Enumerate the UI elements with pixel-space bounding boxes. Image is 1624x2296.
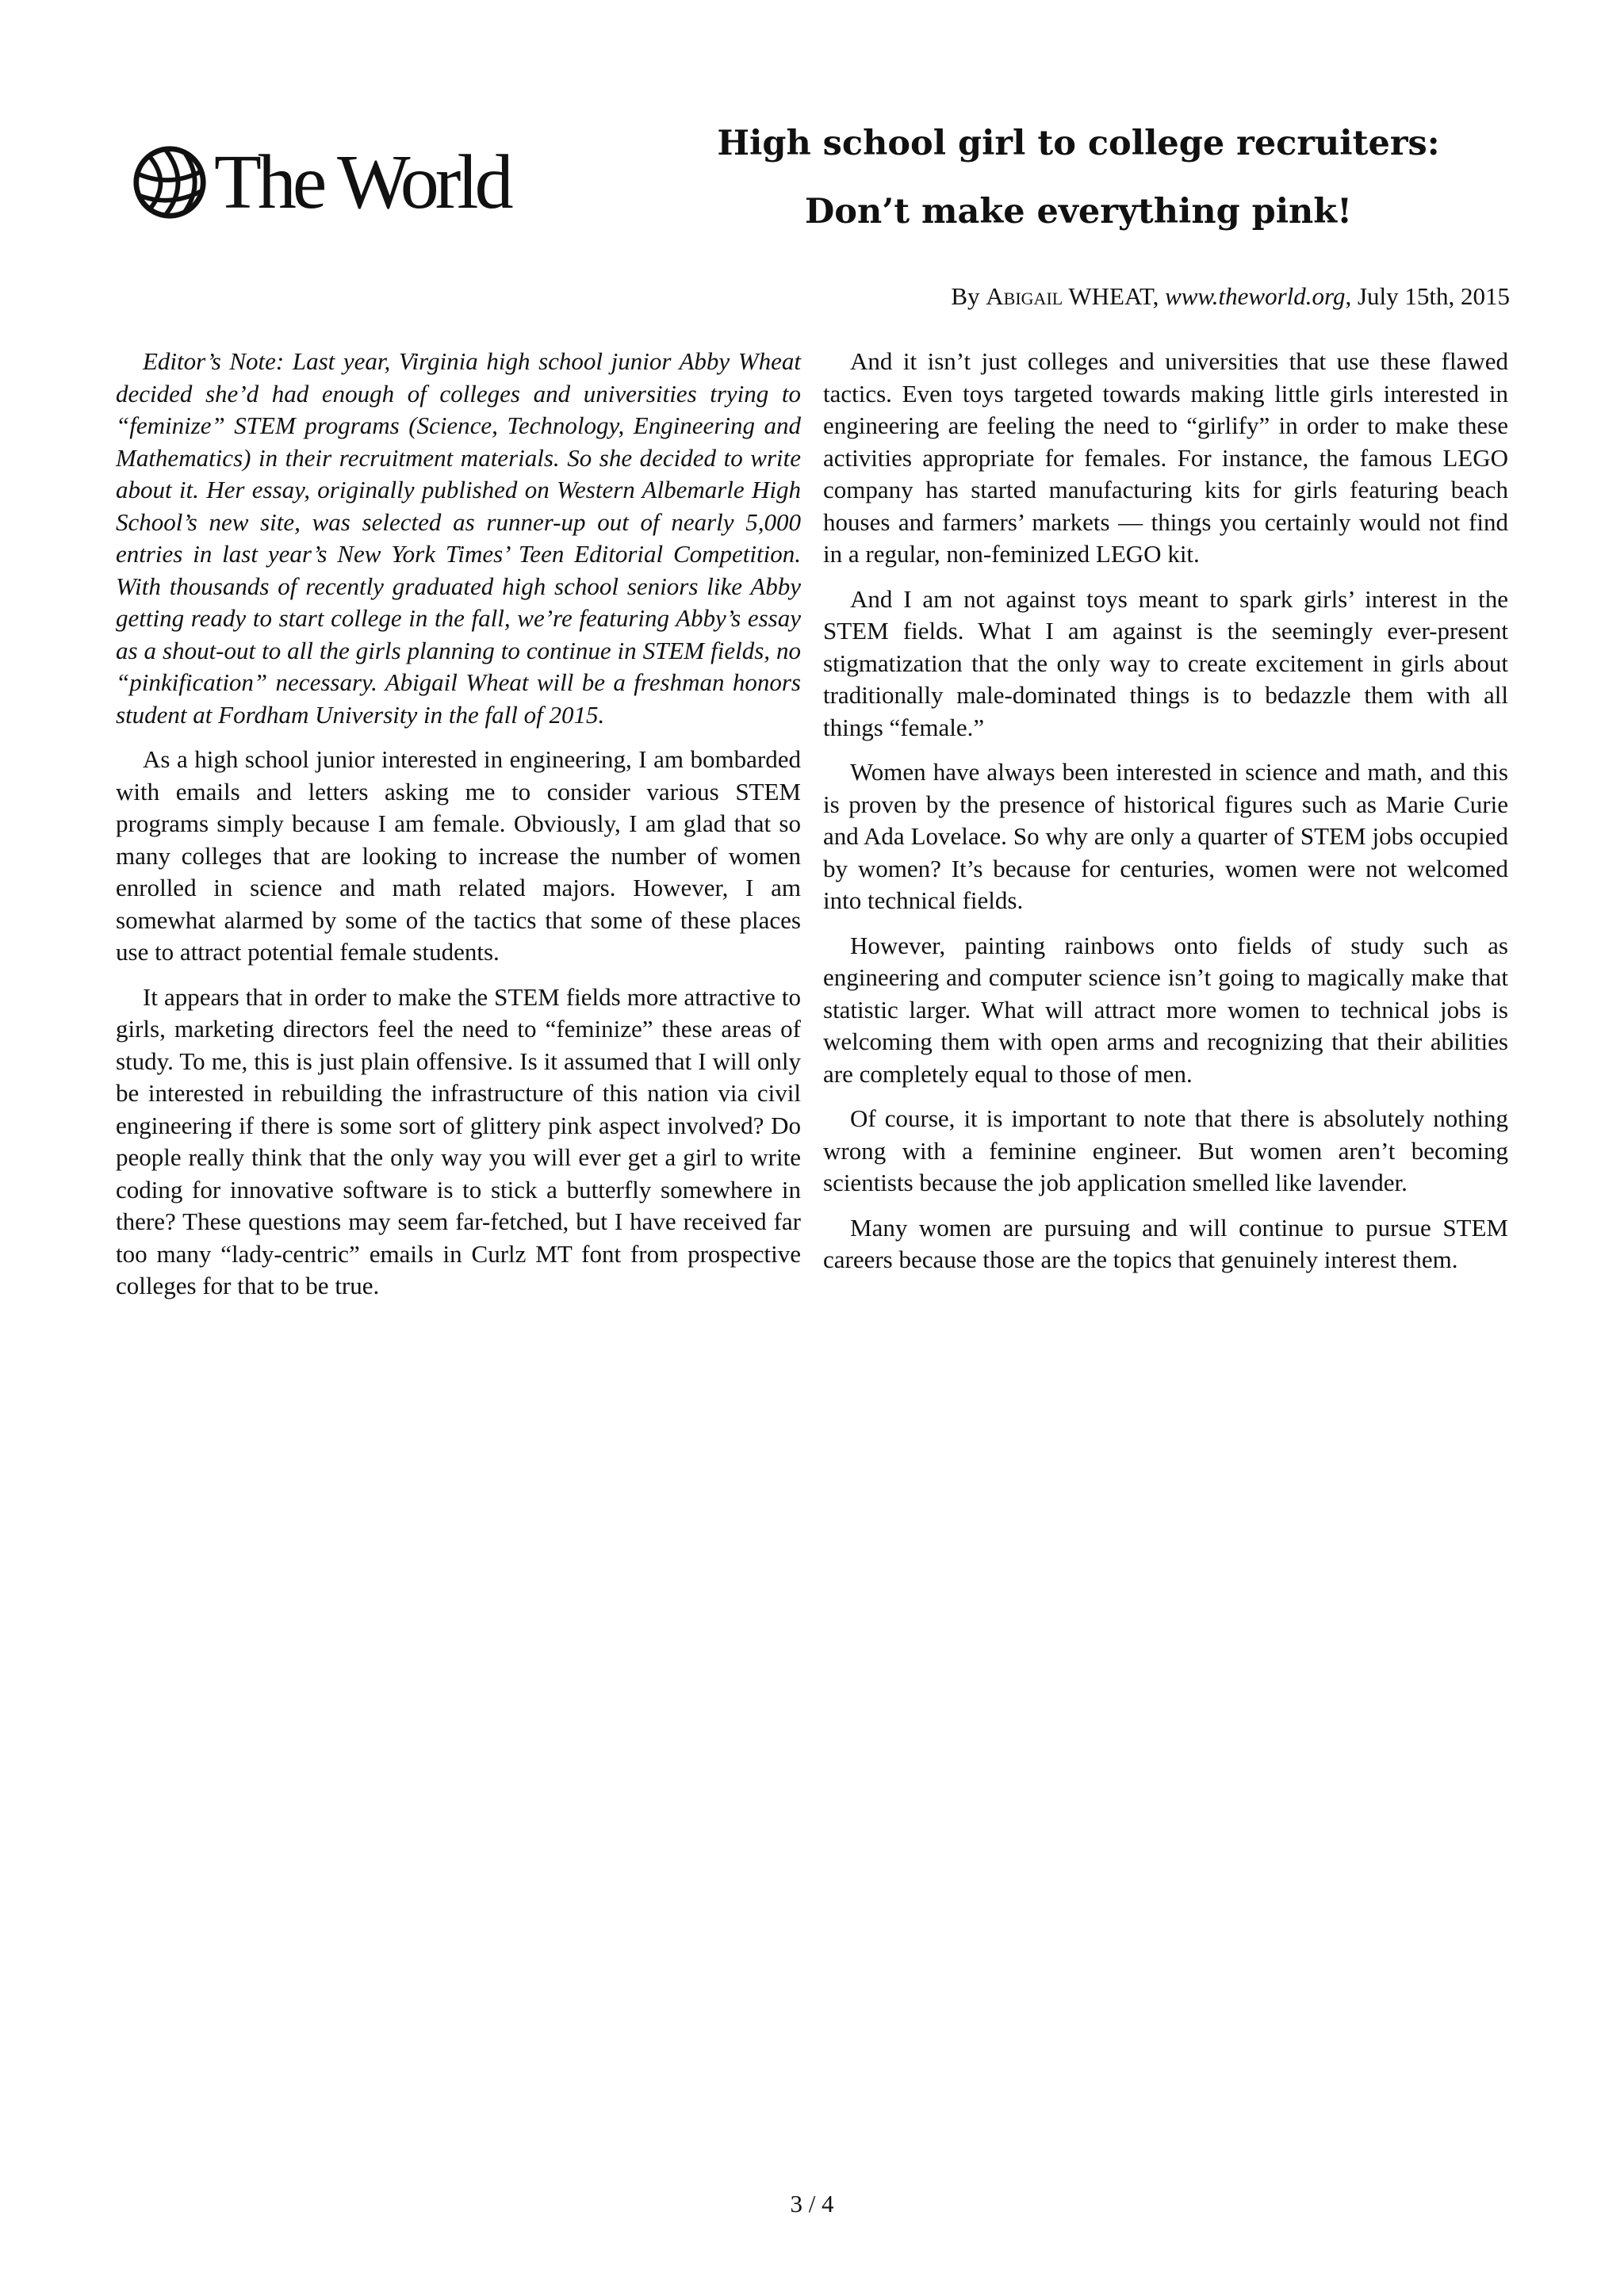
article-paragraph: However, painting rainbows onto fields of study such as engineering and computer science isn’t going to magically make that statistic larger. What will attract more women to technical jobs is welcoming them with open arms and recognizing that their abilities are completely equal to those of men. <box>823 931 1508 1088</box>
byline <box>951 282 1510 311</box>
globe-icon <box>132 144 208 220</box>
logo-text: The World <box>214 140 510 225</box>
article-right-column <box>823 346 1508 1289</box>
page-number: 3 / 4 <box>790 2190 834 2218</box>
the-world-logo <box>132 138 510 227</box>
byline-author-first: Abigail <box>986 282 1063 310</box>
byline-date: , July 15th, 2015 <box>1345 282 1510 310</box>
article-paragraph: It appears that in order to make the STEM fields more attractive to girls, marketing directors feel the need to “feminize” these areas of study. To me, this is just plain offensive. Is it assumed that I will only be interested in rebuilding the infrastructure of this nation via civil engineering if there is some sort of glittery pink aspect involved? Do people really think that the only way you will ever get a girl to write coding for innovative software is to stick a butterfly somewhere in there? These questions may seem far-fetched, but I have received far too many “lady-centric” emails in Curlz MT font from prospective colleges for that to be true. <box>116 982 801 1299</box>
article-paragraph: And it isn’t just colleges and universities that use these flawed tactics. Even toys targeted towards making little girls interested in engineering are feeling the need to “girlify” in order to make these activities appropriate for females. For instance, the famous LEGO company has started manufacturing kits for girls featuring beach houses and farmers’ markets — things you certainly would not find in a regular, non-feminized LEGO kit. <box>823 347 1508 568</box>
byline-site: www.theworld.org <box>1165 282 1346 310</box>
article-paragraph: Women have always been interested in science and math, and this is proven by the presence of historical figures such as Marie Curie and Ada Lovelace. So why are only a quarter of STEM jobs occupied by women? It’s because for centuries, women were not welcomed into technical fields. <box>823 758 1508 914</box>
byline-prefix: By <box>951 282 986 310</box>
article-left-column <box>116 346 801 1315</box>
byline-author-last: WHEAT, <box>1063 282 1166 310</box>
headline-line-1: High school girl to college recruiters: <box>717 124 1440 163</box>
headline-line-2: Don’t make everything pink! <box>805 192 1352 232</box>
article-paragraph: As a high school junior interested in engineering, I am bombarded with emails and letters asking me to consider various STEM programs simply because I am female. Obviously, I am glad that so many colleges that are looking to increase the number of women enrolled in science and math related majors. However, I am somewhat alarmed by some of the tactics that some of these places use to attract potential female students. <box>116 745 801 966</box>
article-paragraph: And I am not against toys meant to spark girls’ interest in the STEM fields. What I am against is the seemingly ever-present stigmatization that the only way to create excitement in girls about traditionally male-dominated things is to bedazzle them with all things “female.” <box>823 584 1508 741</box>
article-paragraph: Many women are pursuing and will continue to pursue STEM careers because those are the topics that genuinely interest them. <box>823 1213 1508 1273</box>
article-paragraph: Of course, it is important to note that there is absolutely nothing wrong with a feminine engineer. But women aren’t becoming scientists because the job application smelled like lavender. <box>823 1104 1508 1196</box>
editors-note: Editor’s Note: Last year, Virginia high school junior Abby Wheat decided she’d had enough of colleges and universities trying to “feminize” STEM programs (Science, Technology, Engineering and Mathematics) in their recruitment materials. So she decided to write about it. Her essay, originally published on Western Albemarle High School’s new site, was selected as runner-up out of nearly 5,000 entries in last year’s New York Times’ Teen Editorial Competition. With thousands of recently graduated high school seniors like Abby getting ready to start college in the fall, we’re featuring Abby’s essay as a shout-out to all the girls planning to continue in STEM fields, no “pinkification” necessary. Abigail Wheat will be a freshman honors student at Fordham University in the fall of 2015. <box>116 347 801 729</box>
